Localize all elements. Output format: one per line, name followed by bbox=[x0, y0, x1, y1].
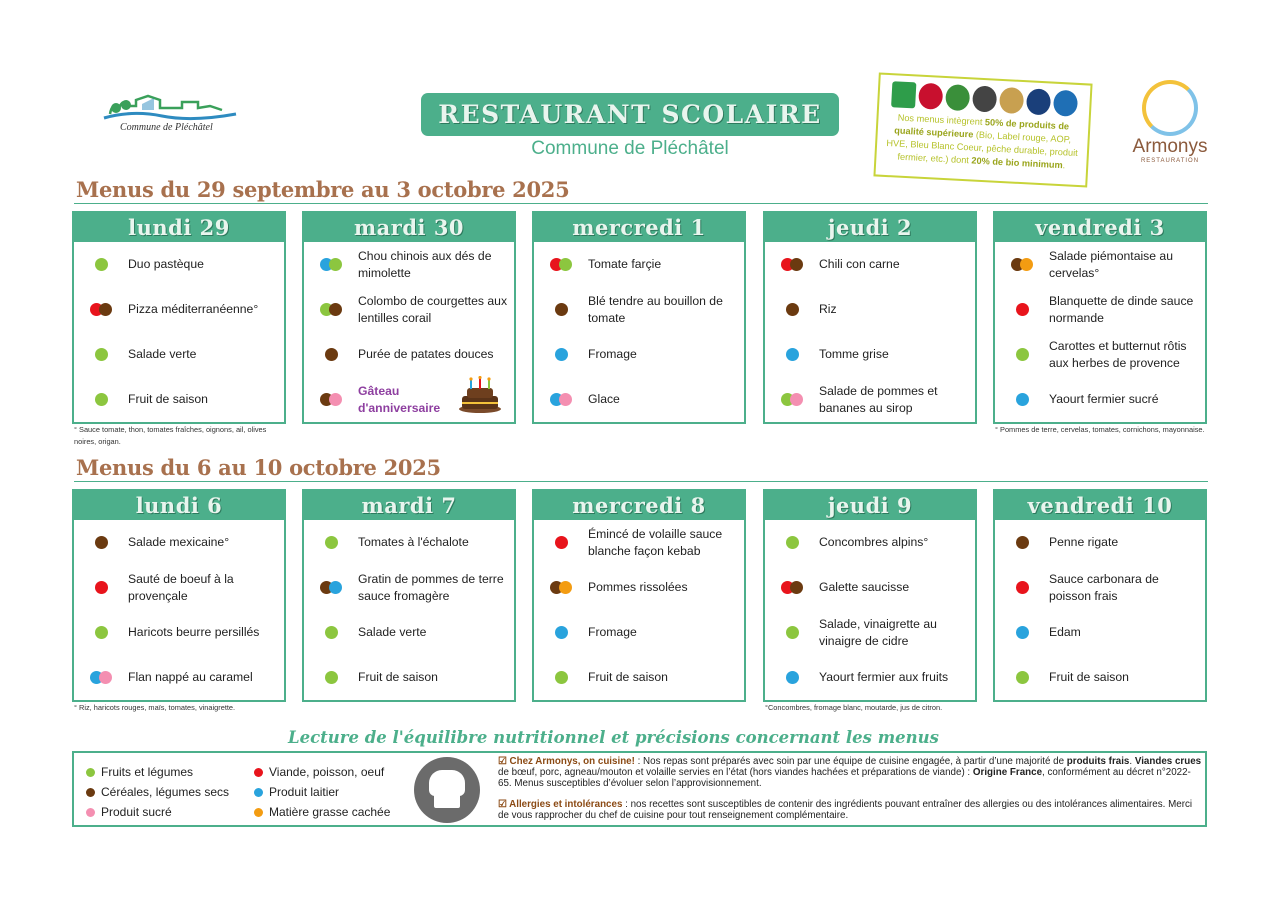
week-divider-1 bbox=[74, 203, 1208, 204]
nutrition-dots bbox=[304, 536, 358, 549]
menu-item-label: Edam bbox=[1049, 625, 1081, 639]
nutrition-dots bbox=[534, 626, 588, 639]
nutrition-dots bbox=[74, 258, 128, 271]
legend-label: Produit sucré bbox=[101, 805, 172, 819]
menu-item bbox=[304, 287, 514, 332]
menu-footnote: ° Sauce tomate, thon, tomates fraîches, oignons, ail, olives noires, origan. bbox=[74, 425, 267, 446]
nutrition-dots bbox=[995, 581, 1049, 594]
menu-item bbox=[995, 610, 1205, 655]
menu-item-label: Émincé de volaille sauce blanche façon kebab bbox=[588, 526, 723, 558]
menu-item-label: Salade verte bbox=[358, 625, 427, 639]
menu-item bbox=[534, 565, 744, 610]
legend-dot-icon bbox=[254, 788, 263, 797]
week-divider-2 bbox=[74, 481, 1208, 482]
nutrition-dots bbox=[304, 348, 358, 361]
menu-item-label: Tomate farçie bbox=[588, 257, 662, 271]
nutrition-dots bbox=[765, 393, 819, 406]
day-title: mardi 7 bbox=[304, 491, 514, 520]
day-title: vendredi 3 bbox=[995, 213, 1205, 242]
menu-item-label: Blé tendre au bouillon de tomate bbox=[588, 293, 723, 325]
menu-item bbox=[534, 520, 744, 565]
nutrition-dot-icon bbox=[329, 393, 342, 406]
menu-item-label: Galette saucisse bbox=[819, 580, 910, 594]
menu-item bbox=[765, 377, 975, 422]
menu-item-label: Salade piémontaise au cervelas° bbox=[1049, 248, 1173, 280]
nutrition-dot-icon bbox=[790, 393, 803, 406]
menu-footnote: °Concombres, fromage blanc, moutarde, jus de citron. bbox=[765, 703, 943, 712]
menu-item bbox=[995, 377, 1205, 422]
nutrition-dots bbox=[995, 536, 1049, 549]
legend-item bbox=[86, 765, 193, 779]
menu-item bbox=[74, 610, 284, 655]
menu-item-label: Tomme grise bbox=[819, 347, 889, 361]
menu-item-label: Penne rigate bbox=[1049, 535, 1119, 549]
nutrition-dots bbox=[304, 393, 358, 406]
nutrition-dot-icon bbox=[329, 581, 342, 594]
nutrition-dot-icon bbox=[1016, 581, 1029, 594]
nutrition-dots bbox=[765, 581, 819, 594]
menu-item bbox=[765, 655, 975, 700]
nutrition-dots bbox=[995, 393, 1049, 406]
nutrition-dot-icon bbox=[1020, 258, 1033, 271]
page-subtitle: Commune de Pléchâtel bbox=[531, 138, 729, 159]
menu-item-label: Flan nappé au caramel bbox=[128, 670, 253, 684]
nutrition-dot-icon bbox=[559, 258, 572, 271]
menu-item-label: Fruit de saison bbox=[588, 670, 668, 684]
menu-item bbox=[74, 287, 284, 332]
nutrition-dots bbox=[765, 626, 819, 639]
menu-item-label: Haricots beurre persillés bbox=[128, 625, 260, 639]
nutrition-dots bbox=[765, 258, 819, 271]
day-card bbox=[302, 211, 516, 424]
nutrition-dot-icon bbox=[559, 393, 572, 406]
day-title: jeudi 9 bbox=[765, 491, 975, 520]
nutrition-dot-icon bbox=[329, 258, 342, 271]
nutrition-dot-icon bbox=[555, 348, 568, 361]
nutrition-dot-icon bbox=[1016, 303, 1029, 316]
legend-item bbox=[86, 785, 229, 799]
menu-item bbox=[74, 332, 284, 377]
nutrition-dot-icon bbox=[786, 348, 799, 361]
nutrition-dot-icon bbox=[786, 536, 799, 549]
nutrition-dot-icon bbox=[555, 671, 568, 684]
menu-item bbox=[765, 287, 975, 332]
quality-logo-ab-icon bbox=[891, 81, 916, 108]
menu-item-label: Salade de pommes et bananes au sirop bbox=[819, 383, 938, 415]
menu-item-label: Pizza méditerranéenne° bbox=[128, 302, 259, 316]
nutrition-dots bbox=[534, 536, 588, 549]
legend-dot-icon bbox=[86, 768, 95, 777]
menu-item-label: Salade mexicaine° bbox=[128, 535, 230, 549]
menu-item-label: Sauté de boeuf à la provençale bbox=[128, 571, 234, 603]
legend-label: Matière grasse cachée bbox=[269, 805, 391, 819]
day-title: mercredi 8 bbox=[534, 491, 744, 520]
legend-title: Lecture de l'équilibre nutritionnel et précisions concernant les menus bbox=[288, 728, 939, 747]
nutrition-dot-icon bbox=[790, 258, 803, 271]
week-title-1: Menus du 29 septembre au 3 octobre 2025 bbox=[76, 177, 570, 202]
quality-badge bbox=[873, 72, 1092, 187]
menu-item-label: Chou chinois aux dés de mimolette bbox=[358, 248, 492, 280]
day-title: lundi 29 bbox=[74, 213, 284, 242]
nutrition-dots bbox=[304, 258, 358, 271]
nutrition-dots bbox=[74, 536, 128, 549]
menu-item-label: Purée de patates douces bbox=[358, 347, 494, 361]
legend-item bbox=[254, 785, 339, 799]
armonys-ring-icon bbox=[1142, 80, 1198, 136]
nutrition-dots bbox=[995, 303, 1049, 316]
menu-item bbox=[74, 520, 284, 565]
chef-hat-icon bbox=[414, 757, 480, 823]
menu-item bbox=[995, 287, 1205, 332]
menu-item-label: Colombo de courgettes aux lentilles corail bbox=[358, 293, 508, 325]
day-card bbox=[993, 489, 1207, 702]
menu-item bbox=[995, 520, 1205, 565]
menu-item-label: Tomates à l'échalote bbox=[358, 535, 469, 549]
day-card bbox=[763, 211, 977, 424]
nutrition-dots bbox=[765, 671, 819, 684]
birthday-cake-icon bbox=[458, 376, 502, 414]
nutrition-dot-icon bbox=[95, 258, 108, 271]
nutrition-dots bbox=[74, 303, 128, 316]
menu-item bbox=[304, 332, 514, 377]
nutrition-dot-icon bbox=[555, 303, 568, 316]
menu-item-label: Chili con carne bbox=[819, 257, 900, 271]
day-card bbox=[72, 211, 286, 424]
menu-item bbox=[74, 565, 284, 610]
page-title: RESTAURANT SCOLAIRE bbox=[421, 93, 839, 136]
nutrition-dots bbox=[995, 258, 1049, 271]
menu-item-label: Fruit de saison bbox=[358, 670, 438, 684]
nutrition-dots bbox=[765, 303, 819, 316]
menu-item-label: Riz bbox=[819, 302, 837, 316]
menu-item-label: Fromage bbox=[588, 347, 637, 361]
menu-item bbox=[304, 655, 514, 700]
menu-item-label: Glace bbox=[588, 392, 620, 406]
menu-item bbox=[534, 610, 744, 655]
menu-item-label: Pommes rissolées bbox=[588, 580, 688, 594]
nutrition-dot-icon bbox=[95, 393, 108, 406]
week-title-2: Menus du 6 au 10 octobre 2025 bbox=[76, 455, 441, 480]
nutrition-dot-icon bbox=[325, 626, 338, 639]
menu-item-label: Fromage bbox=[588, 625, 637, 639]
nutrition-dot-icon bbox=[325, 348, 338, 361]
menu-item-label: Duo pastèque bbox=[128, 257, 204, 271]
menu-item bbox=[304, 565, 514, 610]
nutrition-dots bbox=[765, 348, 819, 361]
nutrition-dots bbox=[304, 671, 358, 684]
menu-item bbox=[765, 610, 975, 655]
menu-item bbox=[765, 520, 975, 565]
nutrition-dot-icon bbox=[325, 536, 338, 549]
menu-item bbox=[304, 610, 514, 655]
day-title: mardi 30 bbox=[304, 213, 514, 242]
legend-item bbox=[254, 805, 390, 819]
legend-item bbox=[86, 805, 172, 819]
quality-text: Nos menus intègrent 50% de produits de qualité supérieure (Bio, Label rouge, AOP, HVE, Bleu Blanc Coeur, pêche durable, produit fermier, etc.) dont 20% de bio minimum. bbox=[886, 112, 1078, 171]
legend-dot-icon bbox=[86, 808, 95, 817]
menu-footnote: ° Riz, haricots rouges, maïs, tomates, vinaigrette. bbox=[74, 703, 236, 712]
menu-item-label: Fruit de saison bbox=[128, 392, 208, 406]
menu-item-label: Salade, vinaigrette au vinaigre de cidre bbox=[819, 616, 937, 648]
armonys-brand-name: Armonys bbox=[1132, 136, 1208, 157]
menu-item-label: Concombres alpins° bbox=[819, 535, 929, 549]
nutrition-dot-icon bbox=[325, 671, 338, 684]
quality-logo-aop-icon bbox=[999, 87, 1024, 114]
nutrition-dot-icon bbox=[1016, 671, 1029, 684]
nutrition-dot-icon bbox=[95, 348, 108, 361]
day-title: mercredi 1 bbox=[534, 213, 744, 242]
quality-logo-commerce-quitable-icon bbox=[1026, 88, 1051, 115]
quality-logo-hve-icon bbox=[945, 84, 970, 111]
menu-item bbox=[765, 565, 975, 610]
day-card bbox=[302, 489, 516, 702]
nutrition-dot-icon bbox=[555, 536, 568, 549]
day-card bbox=[532, 489, 746, 702]
nutrition-dot-icon bbox=[95, 581, 108, 594]
menu-item bbox=[534, 655, 744, 700]
menu-item-label: Fruit de saison bbox=[1049, 670, 1129, 684]
menu-item bbox=[765, 242, 975, 287]
menu-item-label: Gâteau d'anniversaire bbox=[358, 383, 441, 415]
nutrition-dots bbox=[534, 671, 588, 684]
menu-item-label: Yaourt fermier sucré bbox=[1049, 392, 1159, 406]
legend-label: Produit laitier bbox=[269, 785, 340, 799]
day-card bbox=[763, 489, 977, 702]
nutrition-dots bbox=[74, 626, 128, 639]
quality-logo-label-rouge-icon bbox=[918, 83, 943, 110]
menu-item bbox=[74, 242, 284, 287]
nutrition-dots bbox=[534, 348, 588, 361]
menu-item bbox=[995, 242, 1205, 287]
nutrition-dots bbox=[304, 626, 358, 639]
menu-item bbox=[534, 377, 744, 422]
menu-item-label: Blanquette de dinde sauce normande bbox=[1049, 293, 1194, 325]
nutrition-dots bbox=[74, 393, 128, 406]
quality-logo-msc-icon bbox=[1053, 90, 1078, 117]
nutrition-dot-icon bbox=[1016, 626, 1029, 639]
armonys-logo bbox=[1128, 78, 1212, 168]
nutrition-dots bbox=[995, 626, 1049, 639]
menu-item-label: Carottes et butternut rôtis aux herbes de provence bbox=[1049, 338, 1187, 370]
legend-label: Céréales, légumes secs bbox=[101, 785, 230, 799]
nutrition-dot-icon bbox=[95, 536, 108, 549]
menu-item bbox=[74, 655, 284, 700]
menu-item bbox=[534, 242, 744, 287]
menu-item bbox=[995, 565, 1205, 610]
quality-logo-asc-icon bbox=[972, 85, 997, 112]
note-armonys: ☑ Chez Armonys, on cuisine! : Nos repas sont préparés avec soin par une équipe de cuisine engagée, à partir d’une majorité de produits frais. Viandes crues de bœuf, porc, agneau/mouton et volaille servies en l’état (hors viandes hachées et préparations de viande) : Origine France, conformément au décret n°2022-65. Menus susceptibles d’évoluer selon l’approvisionnement. bbox=[498, 756, 1202, 789]
nutrition-dots bbox=[534, 258, 588, 271]
legend-label: Viande, poisson, oeuf bbox=[269, 765, 385, 779]
nutrition-dot-icon bbox=[786, 626, 799, 639]
menu-item-label: Sauce carbonara de poisson frais bbox=[1049, 571, 1159, 603]
legend-notes bbox=[498, 756, 1204, 831]
legend-box bbox=[72, 751, 1207, 827]
legend-dot-icon bbox=[86, 788, 95, 797]
note-allergies: ☑ Allergies et intolérances : nos recettes sont susceptibles de contenir des ingrédients pouvant entraîner des allergies ou des intolérances alimentaires. Merci de vous rapprocher du chef de cuisine pour tout renseignement complémentaire. bbox=[498, 799, 1193, 821]
menu-item bbox=[995, 332, 1205, 377]
menu-item bbox=[534, 287, 744, 332]
menu-item-label: Salade verte bbox=[128, 347, 197, 361]
nutrition-dots bbox=[74, 581, 128, 594]
nutrition-dots bbox=[534, 303, 588, 316]
nutrition-dot-icon bbox=[99, 671, 112, 684]
nutrition-dots bbox=[74, 348, 128, 361]
menu-item bbox=[765, 332, 975, 377]
day-card bbox=[72, 489, 286, 702]
legend-item bbox=[254, 765, 384, 779]
day-card bbox=[993, 211, 1207, 424]
menu-footnote: ° Pommes de terre, cervelas, tomates, cornichons, mayonnaise. bbox=[995, 425, 1205, 434]
nutrition-dot-icon bbox=[790, 581, 803, 594]
nutrition-dot-icon bbox=[559, 581, 572, 594]
nutrition-dot-icon bbox=[1016, 393, 1029, 406]
menu-item-label: Gratin de pommes de terre sauce fromagère bbox=[358, 571, 504, 603]
menu-item-label: Yaourt fermier aux fruits bbox=[819, 670, 949, 684]
nutrition-dots bbox=[534, 393, 588, 406]
nutrition-dot-icon bbox=[95, 626, 108, 639]
nutrition-dot-icon bbox=[1016, 536, 1029, 549]
nutrition-dots bbox=[995, 671, 1049, 684]
day-title: jeudi 2 bbox=[765, 213, 975, 242]
legend-dot-icon bbox=[254, 808, 263, 817]
nutrition-dot-icon bbox=[786, 671, 799, 684]
nutrition-dots bbox=[304, 303, 358, 316]
menu-item bbox=[995, 655, 1205, 700]
legend-dot-icon bbox=[254, 768, 263, 777]
nutrition-dots bbox=[765, 536, 819, 549]
legend-label: Fruits et légumes bbox=[101, 765, 194, 779]
nutrition-dots bbox=[534, 581, 588, 594]
nutrition-dots bbox=[74, 671, 128, 684]
nutrition-dots bbox=[304, 581, 358, 594]
nutrition-dots bbox=[995, 348, 1049, 361]
nutrition-dot-icon bbox=[329, 303, 342, 316]
day-title: vendredi 10 bbox=[995, 491, 1205, 520]
armonys-brand-sub: RESTAURATION bbox=[1140, 158, 1200, 164]
menu-item bbox=[304, 242, 514, 287]
nutrition-dot-icon bbox=[99, 303, 112, 316]
menu-item bbox=[534, 332, 744, 377]
menu-item bbox=[304, 520, 514, 565]
menu-item bbox=[74, 377, 284, 422]
commune-logo bbox=[102, 94, 238, 138]
day-card bbox=[532, 211, 746, 424]
nutrition-dot-icon bbox=[1016, 348, 1029, 361]
day-title: lundi 6 bbox=[74, 491, 284, 520]
nutrition-dot-icon bbox=[555, 626, 568, 639]
commune-logo-text: Commune de Pléchâtel bbox=[120, 122, 213, 133]
nutrition-dot-icon bbox=[786, 303, 799, 316]
